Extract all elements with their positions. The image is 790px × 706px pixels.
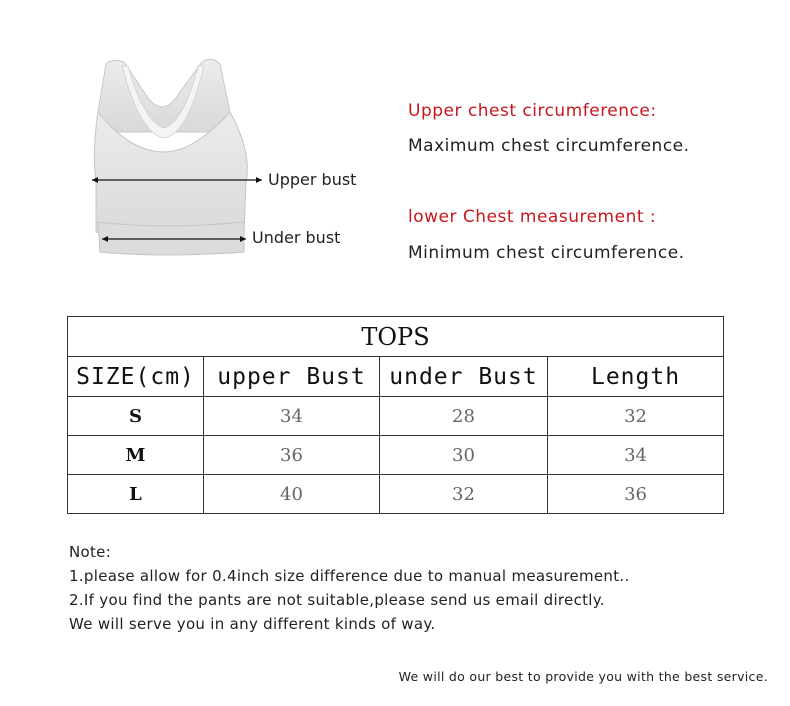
length-cell: 32	[548, 397, 724, 436]
upper-bust-label: Upper bust	[268, 170, 357, 189]
upper-bust-cell: 40	[204, 475, 380, 514]
table-row	[68, 436, 724, 475]
header-under-bust: under Bust	[380, 357, 548, 397]
under-bust-label: Under bust	[252, 228, 341, 247]
header-size: SIZE(cm)	[68, 357, 204, 397]
table-title: TOPS	[68, 317, 724, 357]
table-header-row	[68, 357, 724, 397]
length-cell: 36	[548, 475, 724, 514]
upper-bust-cell: 36	[204, 436, 380, 475]
upper-bust-cell: 34	[204, 397, 380, 436]
header-length: Length	[548, 357, 724, 397]
lower-chest-title: lower Chest measurement :	[408, 207, 657, 227]
note-line-2: 2.If you find the pants are not suitable,please send us email directly.	[69, 591, 605, 609]
header-upper-bust: upper Bust	[204, 357, 380, 397]
size-cell: M	[68, 436, 204, 475]
notes-heading: Note:	[69, 543, 112, 561]
under-bust-cell: 28	[380, 397, 548, 436]
sports-bra-illustration	[84, 52, 374, 267]
upper-chest-description: Maximum chest circumference.	[408, 136, 690, 156]
table-row	[68, 397, 724, 436]
upper-chest-title: Upper chest circumference:	[408, 101, 657, 121]
note-line-3: We will serve you in any different kinds of way.	[69, 615, 436, 633]
lower-chest-description: Minimum chest circumference.	[408, 243, 685, 263]
size-chart-table	[67, 316, 724, 514]
size-cell: L	[68, 475, 204, 514]
footer-service-text: We will do our best to provide you with the best service.	[398, 669, 768, 684]
size-cell: S	[68, 397, 204, 436]
notes-block	[69, 542, 630, 638]
under-bust-cell: 32	[380, 475, 548, 514]
table-row	[68, 475, 724, 514]
length-cell: 34	[548, 436, 724, 475]
table-title-row	[68, 317, 724, 357]
under-bust-cell: 30	[380, 436, 548, 475]
note-line-1: 1.please allow for 0.4inch size difference due to manual measurement..	[69, 567, 630, 585]
